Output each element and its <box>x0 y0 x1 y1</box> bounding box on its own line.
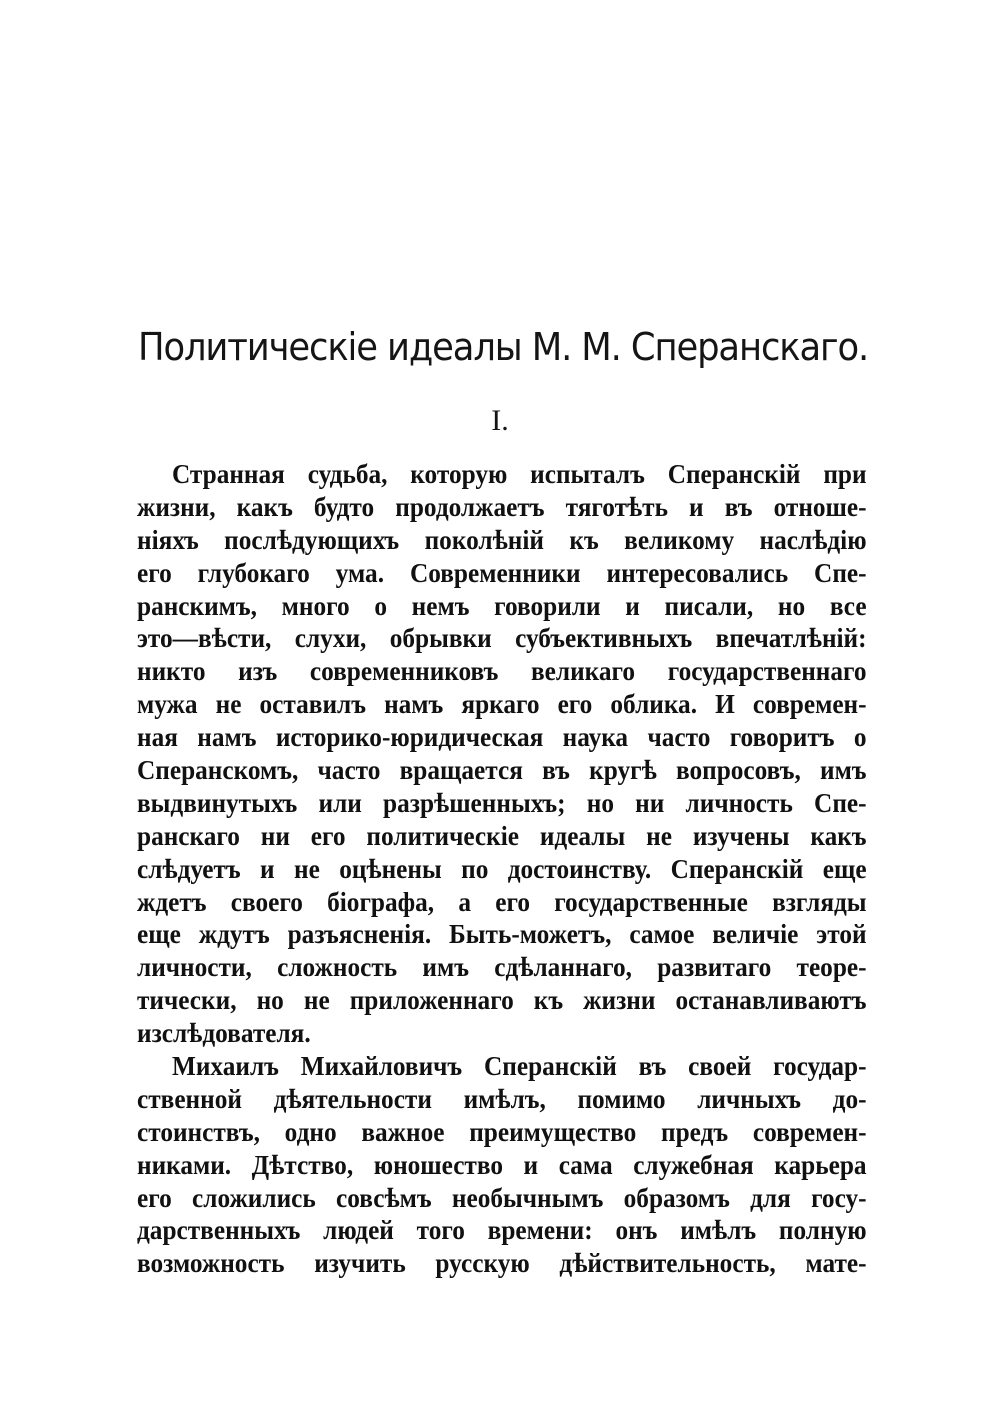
text-line: ственной дѣятельности имѣлъ, помимо личныхъ до- <box>137 1082 867 1114</box>
text-line: еще ждутъ разъясненія. Быть-можетъ, самое величіе этой <box>137 918 867 950</box>
text-line: ранскимъ, много о немъ говорили и писали, но все <box>137 589 867 621</box>
paragraph-1 <box>137 458 867 1050</box>
text-line: слѣдуетъ и не оцѣнены по достоинству. Сперанскій еще <box>137 852 867 884</box>
text-line: никами. Дѣтство, юношество и сама служебная карьера <box>137 1148 867 1180</box>
text-line: его сложились совсѣмъ необычнымъ образомъ для госу- <box>137 1181 867 1213</box>
text-line: личности, сложность имъ сдѣланнаго, развитаго теоре- <box>137 951 867 983</box>
page-title: Политическіе идеалы М. М. Сперанскаго. <box>138 325 869 369</box>
text-line: ранскаго ни его политическіе идеалы не изучены какъ <box>137 819 867 851</box>
text-line: дарственныхъ людей того времени: онъ имѣлъ полную <box>137 1214 867 1246</box>
section-number: I. <box>491 404 509 437</box>
text-line: Странная судьба, которую испыталъ Сперанскій при <box>171 458 867 489</box>
text-line: жизни, какъ будто продолжаетъ тяготѣть и въ отноше- <box>137 490 867 522</box>
text-line: изслѣдователя. <box>137 1017 311 1049</box>
text-line: тически, но не приложеннаго къ жизни останавливаютъ <box>137 984 867 1016</box>
text-line: ждетъ своего біографа, а его государственные взгляды <box>137 885 867 917</box>
body-text <box>137 458 867 1280</box>
text-line: ная намъ историко-юридическая наука часто говоритъ о <box>137 721 867 753</box>
text-line: никто изъ современниковъ великаго государственнаго <box>137 655 867 687</box>
text-line: ніяхъ послѣдующихъ поколѣній къ великому наслѣдію <box>137 523 867 555</box>
text-line: Сперанскомъ, часто вращается въ кругѣ вопросовъ, имъ <box>137 754 867 786</box>
text-line: это—вѣсти, слухи, обрывки субъективныхъ впечатлѣній: <box>137 622 867 654</box>
text-line: стоинствъ, одно важное преимущество предъ современ- <box>137 1115 867 1147</box>
text-line: выдвинутыхъ или разрѣшенныхъ; но ни личность Спе- <box>137 786 867 818</box>
text-line: мужа не оставилъ намъ яркаго его облика. И современ- <box>137 688 867 720</box>
text-line: возможность изучить русскую дѣйствительность, мате- <box>137 1247 867 1279</box>
text-line: его глубокаго ума. Современники интересовались Спе- <box>137 556 867 588</box>
text-line: Михаилъ Михайловичъ Сперанскій въ своей государ- <box>171 1050 867 1082</box>
paragraph-2 <box>137 1050 867 1280</box>
